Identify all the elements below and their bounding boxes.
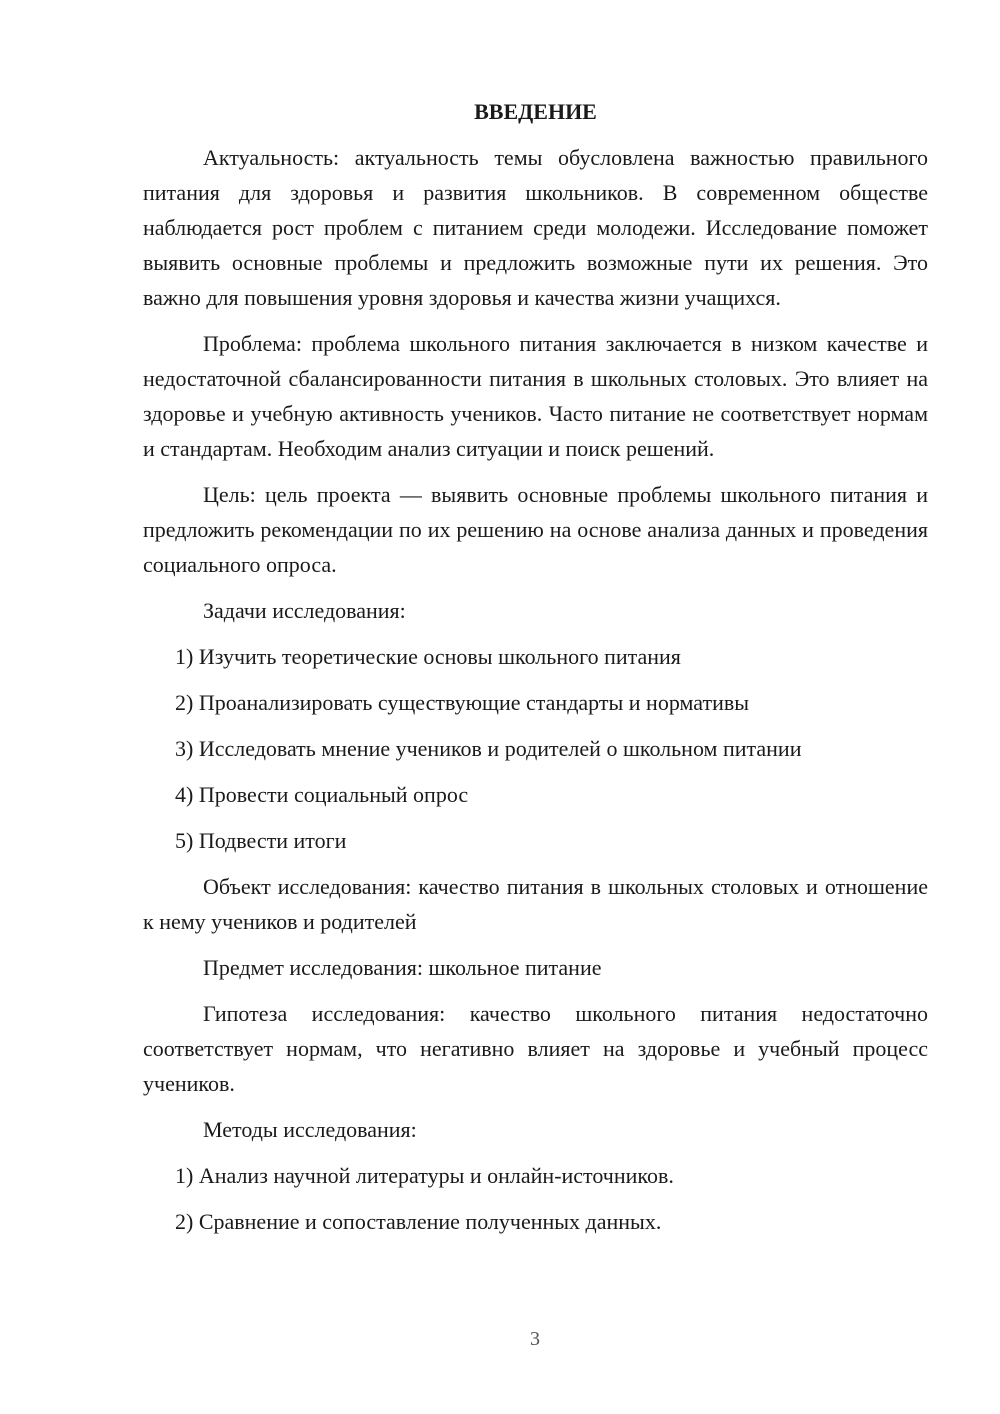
list-item: 2) Сравнение и сопоставление полученных данных. — [175, 1209, 662, 1234]
paragraph-goal: Цель: цель проекта — выявить основные проблемы школьного питания и предложить рекомендации по их решению на основе анализа данных и проведения социального опроса. — [143, 482, 928, 577]
list-item: 3) Исследовать мнение учеников и родителей о школьном питании — [175, 736, 802, 761]
list-item: 2) Проанализировать существующие стандарты и нормативы — [175, 690, 750, 715]
paragraph-subject: Предмет исследования: школьное питание — [203, 955, 602, 980]
document-body — [143, 94, 928, 1250]
tasks-heading: Задачи исследования: — [203, 598, 406, 623]
list-item: 1) Анализ научной литературы и онлайн-источников. — [175, 1163, 674, 1188]
list-item: 5) Подвести итоги — [175, 828, 347, 853]
paragraph-relevance: Актуальность: актуальность темы обусловлена важностью правильного питания для здоровья и развития школьников. В современном обществе наблюдается рост проблем с питанием среди молодежи. Исследование поможет выявить основные проблемы и предложить возможные пути их решения. Это важно для повышения уровня здоровья и качества жизни учащихся. — [143, 145, 928, 310]
list-item: 1) Изучить теоретические основы школьного питания — [175, 644, 681, 669]
paragraph-hypothesis: Гипотеза исследования: качество школьного питания недостаточно соответствует нормам, что негативно влияет на здоровье и учебный процесс учеников. — [143, 1001, 928, 1096]
list-item: 4) Провести социальный опрос — [175, 782, 469, 807]
tasks-list — [143, 639, 928, 858]
paragraph-problem: Проблема: проблема школьного питания заключается в низком качестве и недостаточной сбалансированности питания в школьных столовых. Это влияет на здоровье и учебную активность учеников. Часто питание не соответствует нормам и стандартам. Необходим анализ ситуации и поиск решений. — [143, 331, 928, 461]
page-number: 3 — [530, 1328, 540, 1350]
section-title: ВВЕДЕНИЕ — [474, 99, 597, 124]
paragraph-object: Объект исследования: качество питания в школьных столовых и отношение к нему учеников и родителей — [143, 874, 928, 934]
methods-heading: Методы исследования: — [203, 1117, 417, 1142]
methods-list — [143, 1158, 928, 1239]
